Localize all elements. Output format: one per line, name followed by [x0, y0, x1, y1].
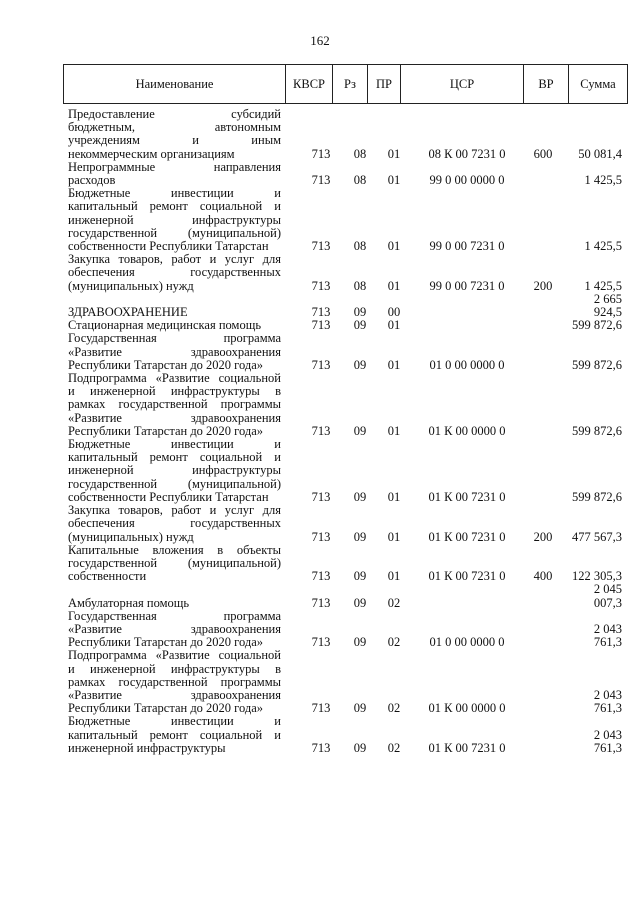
row-name-line: бюджетным, автономным [68, 120, 281, 135]
row-name [68, 372, 281, 438]
row-kvsr: 713 [311, 635, 331, 650]
row-name-line: Бюджетные инвестиции и [68, 714, 281, 729]
table-header [63, 64, 628, 104]
row-sum: 2 043 761,3 [593, 687, 622, 716]
row-kvsr: 713 [311, 305, 331, 320]
row-pr: 00 [387, 305, 401, 320]
table-row [68, 583, 628, 609]
row-csr: 01 0 00 0000 0 [429, 357, 505, 372]
row-csr: 08 К 00 7231 0 [428, 146, 506, 161]
row-name-line: и инженерной инфраструктуры в [68, 384, 281, 399]
row-pr: 01 [387, 278, 401, 293]
row-sum: 122 305,3 [572, 569, 622, 584]
table-row [68, 438, 628, 504]
row-name [68, 544, 281, 584]
row-name-line: капитальный ремонт социальной и [68, 450, 281, 465]
row-vr: 400 [533, 569, 553, 584]
row-rz: 09 [353, 318, 367, 333]
row-pr: 02 [387, 595, 401, 610]
row-csr: 01 К 00 7231 0 [428, 489, 506, 504]
row-name-line: Стационарная медицинская помощь [68, 318, 262, 333]
header-vr: ВР [523, 65, 568, 103]
row-rz: 08 [353, 173, 367, 188]
row-pr: 02 [387, 635, 401, 650]
row-sum: 1 425,5 [584, 239, 622, 254]
row-kvsr: 713 [311, 701, 331, 716]
row-kvsr: 713 [311, 569, 331, 584]
table-row [68, 108, 628, 161]
row-csr: 01 К 00 7231 0 [428, 529, 506, 544]
row-kvsr: 713 [311, 357, 331, 372]
table-row [68, 332, 628, 372]
row-pr: 01 [387, 146, 401, 161]
row-name-line: государственной (муниципальной) [68, 225, 281, 240]
row-kvsr: 713 [311, 595, 331, 610]
row-csr: 99 0 00 7231 0 [429, 239, 505, 254]
row-kvsr: 713 [311, 318, 331, 333]
row-sum: 477 567,3 [572, 529, 622, 544]
row-sum: 599 872,6 [572, 489, 622, 504]
header-csr: ЦСР [400, 65, 523, 103]
row-rz: 09 [353, 489, 367, 504]
row-name-line: обеспечения государственных [68, 516, 281, 531]
row-pr: 02 [387, 740, 401, 755]
row-csr: 01 К 00 0000 0 [428, 701, 506, 716]
row-name-line: Закупка товаров, работ и услуг для [68, 503, 281, 518]
row-sum: 2 043 761,3 [593, 727, 622, 755]
row-name-line: капитальный ремонт социальной и [68, 727, 281, 742]
row-sum: 599 872,6 [572, 318, 622, 333]
row-kvsr: 713 [311, 146, 331, 161]
row-csr: 01 К 00 0000 0 [428, 423, 506, 438]
row-name-line: некоммерческим организациям [68, 146, 235, 161]
row-name-line: капитальный ремонт социальной и [68, 199, 281, 214]
row-name-line: «Развитие здравоохранения [68, 344, 281, 359]
row-rz: 09 [353, 423, 367, 438]
row-name-line: рамках государственной программы [68, 397, 281, 412]
row-rz: 09 [353, 569, 367, 584]
table-row [68, 544, 628, 584]
table-row [68, 715, 628, 755]
row-sum: 599 872,6 [572, 357, 622, 372]
row-pr: 01 [387, 569, 401, 584]
row-sum: 2 045 007,3 [593, 582, 622, 610]
row-name [68, 108, 281, 161]
row-name-line: собственности Республики Татарстан [68, 239, 269, 254]
row-name-line: обеспечения государственных [68, 265, 281, 280]
row-name-line: ЗДРАВООХРАНЕНИЕ [68, 305, 188, 320]
row-name-line: Бюджетные инвестиции и [68, 437, 281, 452]
row-name-line: Республики Татарстан до 2020 года» [68, 357, 264, 372]
row-pr: 01 [387, 529, 401, 544]
row-name-line: Государственная программа [68, 331, 281, 346]
row-name-line: рамках государственной программы [68, 674, 281, 689]
row-rz: 09 [353, 529, 367, 544]
row-name-line: Непрограммные направления [68, 159, 281, 174]
row-name-line: «Развитие здравоохранения [68, 410, 281, 425]
table-row [68, 187, 628, 253]
row-name-line: «Развитие здравоохранения [68, 687, 281, 702]
row-vr: 200 [533, 278, 553, 293]
row-name-line: Бюджетные инвестиции и [68, 186, 281, 201]
table-row [68, 610, 628, 650]
row-name [68, 715, 281, 755]
row-csr: 99 0 00 7231 0 [429, 278, 505, 293]
row-name [68, 187, 281, 253]
table-row [68, 293, 628, 319]
table-row [68, 372, 628, 438]
row-rz: 08 [353, 239, 367, 254]
row-sum: 2 043 761,3 [593, 621, 622, 650]
row-sum: 1 425,5 [584, 278, 622, 293]
row-name-line: инженерной инфраструктуры [68, 463, 281, 478]
row-name [68, 438, 281, 504]
row-name-line: и инженерной инфраструктуры в [68, 661, 281, 676]
row-pr: 01 [387, 239, 401, 254]
row-rz: 08 [353, 146, 367, 161]
row-name-line: Амбулаторная помощь [68, 595, 190, 610]
table-row [68, 253, 628, 293]
row-name-line: собственности [68, 569, 147, 584]
row-pr: 01 [387, 423, 401, 438]
row-sum: 599 872,6 [572, 423, 622, 438]
row-name-line: Государственная программа [68, 608, 281, 623]
row-rz: 09 [353, 740, 367, 755]
row-name [68, 161, 281, 187]
row-name-line: государственной (муниципальной) [68, 476, 281, 491]
row-rz: 09 [353, 701, 367, 716]
row-name-line: расходов [68, 173, 116, 188]
header-kvsr: КВСР [285, 65, 332, 103]
row-csr: 01 К 00 7231 0 [428, 740, 506, 755]
row-rz: 09 [353, 595, 367, 610]
row-kvsr: 713 [311, 489, 331, 504]
row-name-line: инженерной инфраструктуры [68, 740, 226, 755]
row-csr: 01 0 00 0000 0 [429, 635, 505, 650]
row-name [68, 649, 281, 715]
row-name [68, 597, 281, 610]
row-rz: 08 [353, 278, 367, 293]
row-name [68, 253, 281, 293]
row-rz: 09 [353, 635, 367, 650]
header-name: Наименование [135, 76, 214, 91]
row-name-line: Республики Татарстан до 2020 года» [68, 423, 264, 438]
row-name-line: Республики Татарстан до 2020 года» [68, 635, 264, 650]
table-row [68, 504, 628, 544]
row-name-line: собственности Республики Татарстан [68, 489, 269, 504]
row-name-line: учреждениям и иным [68, 133, 281, 148]
row-csr: 99 0 00 0000 0 [429, 173, 505, 188]
row-name-line: Подпрограмма «Развитие социальной [68, 371, 281, 386]
row-rz: 09 [353, 305, 367, 320]
row-sum: 2 665 924,5 [593, 291, 622, 320]
row-kvsr: 713 [311, 423, 331, 438]
header-rz: Рз [332, 65, 367, 103]
header-pr: ПР [367, 65, 400, 103]
row-name [68, 504, 281, 544]
table-row [68, 161, 628, 187]
row-name [68, 610, 281, 650]
row-rz: 09 [353, 357, 367, 372]
row-kvsr: 713 [311, 278, 331, 293]
row-vr: 600 [533, 146, 553, 161]
row-pr: 01 [387, 357, 401, 372]
row-pr: 01 [387, 318, 401, 333]
page-number: 162 [310, 33, 330, 48]
row-sum: 50 081,4 [578, 146, 622, 161]
row-kvsr: 713 [311, 740, 331, 755]
header-sum: Сумма [568, 65, 627, 103]
row-name-line: инженерной инфраструктуры [68, 212, 281, 227]
row-name-line: «Развитие здравоохранения [68, 621, 281, 636]
row-pr: 01 [387, 173, 401, 188]
row-pr: 01 [387, 489, 401, 504]
table-row [68, 649, 628, 715]
row-name-line: (муниципальных) нужд [68, 278, 194, 293]
row-name [68, 332, 281, 372]
row-pr: 02 [387, 701, 401, 716]
row-name-line: Закупка товаров, работ и услуг для [68, 252, 281, 267]
row-kvsr: 713 [311, 529, 331, 544]
row-name-line: (муниципальных) нужд [68, 529, 194, 544]
row-name-line: Подпрограмма «Развитие социальной [68, 648, 281, 663]
row-name-line: государственной (муниципальной) [68, 555, 281, 570]
row-sum: 1 425,5 [584, 173, 622, 188]
row-kvsr: 713 [311, 173, 331, 188]
row-name-line: Предоставление субсидий [68, 107, 281, 121]
row-kvsr: 713 [311, 239, 331, 254]
row-vr: 200 [533, 529, 553, 544]
row-name-line: Капитальные вложения в объекты [68, 542, 281, 557]
table-body [68, 108, 628, 755]
row-csr: 01 К 00 7231 0 [428, 569, 506, 584]
row-name-line: Республики Татарстан до 2020 года» [68, 701, 264, 716]
